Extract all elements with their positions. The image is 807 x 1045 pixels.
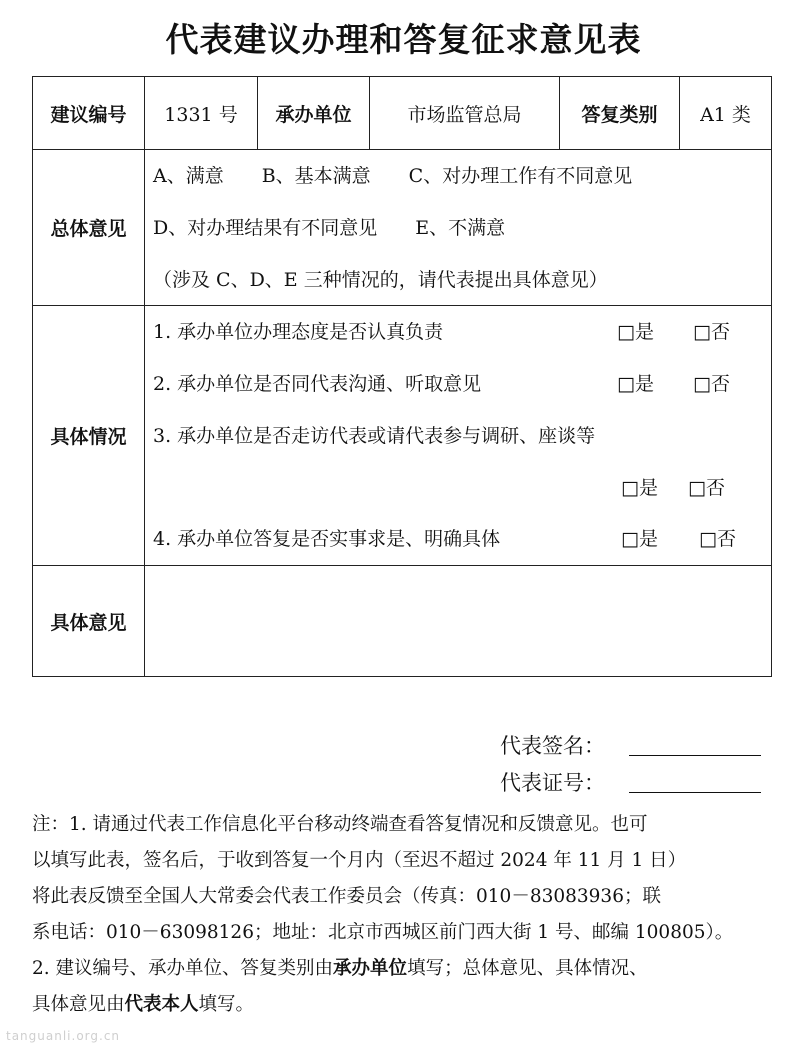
yes-checkbox[interactable]: □是 (621, 477, 658, 499)
yes-checkbox[interactable]: □是 (621, 528, 658, 550)
no-checkbox[interactable]: □否 (699, 528, 736, 550)
no-checkbox[interactable]: □否 (693, 321, 730, 343)
note-text: 填写。 (198, 994, 255, 1015)
signature-field[interactable] (629, 755, 761, 756)
yes-checkbox[interactable]: □是 (617, 373, 654, 395)
representative-id-field[interactable] (629, 792, 761, 793)
details-label: 具体情况 (50, 426, 127, 448)
note-text: 2. 建议编号、承办单位、答复类别由 (32, 958, 334, 979)
note-line: 以填写此表，签名后，于收到答复一个月内（至迟不超过 2024 年 11 月 1 日） (32, 850, 687, 871)
detail-question: 3. 承办单位是否走访代表或请代表参与调研、座谈等 (153, 425, 596, 447)
yes-checkbox[interactable]: □是 (617, 321, 654, 343)
note-text: 填写；总体意见、具体情况、 (407, 958, 648, 979)
watermark: tanguanli.org.cn (6, 1029, 121, 1043)
note-text: 具体意见由 (32, 994, 125, 1015)
specific-opinion-label: 具体意见 (50, 611, 127, 634)
suggestion-number-label: 建议编号 (50, 103, 127, 126)
no-checkbox[interactable]: □否 (693, 373, 730, 395)
suggestion-number-value[interactable]: 1331 号 (164, 103, 238, 126)
representative-id-label: 代表证号： (500, 771, 605, 795)
note-line (32, 954, 780, 980)
note-emphasis: 承办单位 (333, 958, 408, 979)
no-checkbox[interactable]: □否 (688, 477, 725, 499)
note-emphasis: 代表本人 (124, 994, 199, 1015)
representative-signature-label: 代表签名： (500, 734, 605, 758)
overall-opinion-label: 总体意见 (50, 218, 127, 240)
note-line (32, 990, 780, 1016)
note-line: 注：1. 请通过代表工作信息化平台移动终端查看答复情况和反馈意见。也可 (32, 814, 648, 835)
detail-question: 4. 承办单位答复是否实事求是、明确具体 (153, 528, 501, 550)
handling-unit-value[interactable]: 市场监管总局 (407, 103, 522, 126)
handling-unit-label: 承办单位 (275, 103, 352, 126)
note-line: 将此表反馈至全国人大常委会代表工作委员会（传真：010－83083936；联 (32, 886, 661, 907)
form-title: 代表建议办理和答复征求意见表 (165, 20, 642, 59)
specific-opinion-field[interactable] (145, 566, 771, 676)
reply-category-value[interactable]: A1 类 (700, 103, 751, 126)
reply-category-label: 答复类别 (581, 103, 658, 126)
overall-option-line[interactable]: A、满意 B、基本满意 C、对办理工作有不同意见 (153, 165, 633, 187)
feedback-form-table (32, 76, 772, 677)
note-line: 系电话：010－63098126；地址：北京市西城区前门西大街 1 号、邮编 100805）。 (32, 922, 734, 943)
overall-option-note: （涉及 C、D、E 三种情况的，请代表提出具体意见） (153, 269, 608, 291)
overall-option-line[interactable]: D、对办理结果有不同意见 E、不满意 (153, 217, 506, 239)
detail-question: 1. 承办单位办理态度是否认真负责 (153, 321, 444, 343)
detail-question: 2. 承办单位是否同代表沟通、听取意见 (153, 373, 482, 395)
